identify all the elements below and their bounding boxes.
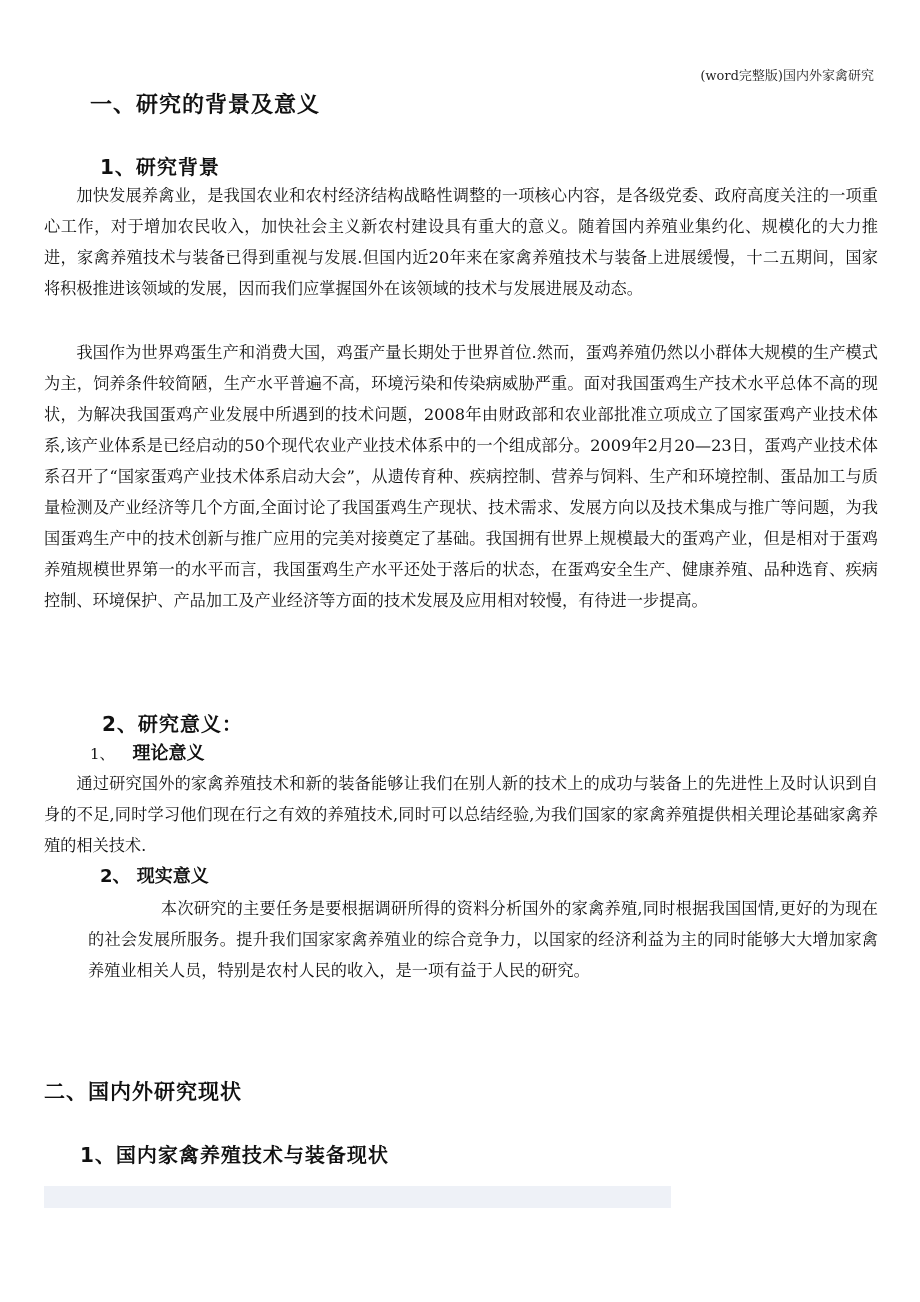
background-paragraph-1: 加快发展养禽业，是我国农业和农村经济结构战略性调整的一项核心内容，是各级党委、政府高度关注的一项重心工作，对于增加农民收入，加快社会主义新农村建设具有重大的意义。随着国内养殖业集约化、规模化的大力推进，家禽养殖技术与装备已得到重视与发展.但国内近20年来在家禽养殖技术与装备上进展缓慢，十二五期间，国家将积极推进该领域的发展，因而我们应掌握国外在该领域的技术与发展进展及动态。: [44, 186, 878, 298]
background-paragraph-2: 我国作为世界鸡蛋生产和消费大国，鸡蛋产量长期处于世界首位.然而，蛋鸡养殖仍然以小群体大规模的生产模式为主，饲养条件较简陋，生产水平普遍不高，环境污染和传染病威胁严重。面对我国蛋鸡生产技术水平总体不高的现状，为解决我国蛋鸡产业发展中所遇到的技术问题，2008年由财政部和农业部批准立项成立了国家蛋鸡产业技术体系,该产业体系是已经启动的50个现代农业产业技术体系中的一个组成部分。2009年2月20—23日，蛋鸡产业技术体系召开了“国家蛋鸡产业技术体系启动大会”，从遗传育种、疾病控制、营养与饲料、生产和环境控制、蛋品加工与质量检测及产业经济等几个方面,全面讨论了我国蛋鸡生产现状、技术需求、发展方向以及技术集成与推广等问题，为我国蛋鸡生产中的技术创新与推广应用的完美对接奠定了基础。我国拥有世界上规模最大的蛋鸡产业，但是相对于蛋鸡养殖规模世界第一的水平而言，我国蛋鸡生产水平还处于落后的状态，在蛋鸡安全生产、健康养殖、品种选育、疾病控制、环境保护、产品加工及产业经济等方面的技术发展及应用相对较慢，有待进一步提高。: [44, 343, 878, 610]
practice-paragraph: 本次研究的主要任务是要根据调研所得的资料分析国外的家禽养殖,同时根据我国国情,更好的为现在的社会发展所服务。提升我们国家家禽养殖业的综合竞争力，以国家的经济利益为主的同时能够大大增加家禽养殖业相关人员，特别是农村人民的收入，是一项有益于人民的研究。: [88, 899, 878, 980]
section-2-1-title: 1、国内家禽养殖技术与装备现状: [80, 1143, 389, 1167]
section-2-title: 二、国内外研究现状: [44, 1080, 242, 1104]
section-1-title: 一、研究的背景及意义: [90, 93, 321, 118]
content-placeholder-bar: [44, 1186, 671, 1208]
document-header-note: (word完整版)国内外家禽研究: [700, 69, 874, 84]
practice-significance-title: 2、 现实意义: [100, 866, 209, 887]
theory-significance-heading: [90, 739, 205, 765]
section-1-2-title: 2、研究意义：: [102, 712, 243, 736]
theory-significance-number: 1、: [90, 745, 115, 763]
section-1-1-title: 1、研究背景: [100, 155, 220, 179]
theory-paragraph: 通过研究国外的家禽养殖技术和新的装备能够让我们在别人新的技术上的成功与装备上的先进性上及时认识到自身的不足,同时学习他们现在行之有效的养殖技术,同时可以总结经验,为我们国家的家禽养殖提供相关理论基础家禽养殖的相关技术.: [44, 774, 878, 855]
theory-significance-title: 理论意义: [132, 743, 205, 764]
